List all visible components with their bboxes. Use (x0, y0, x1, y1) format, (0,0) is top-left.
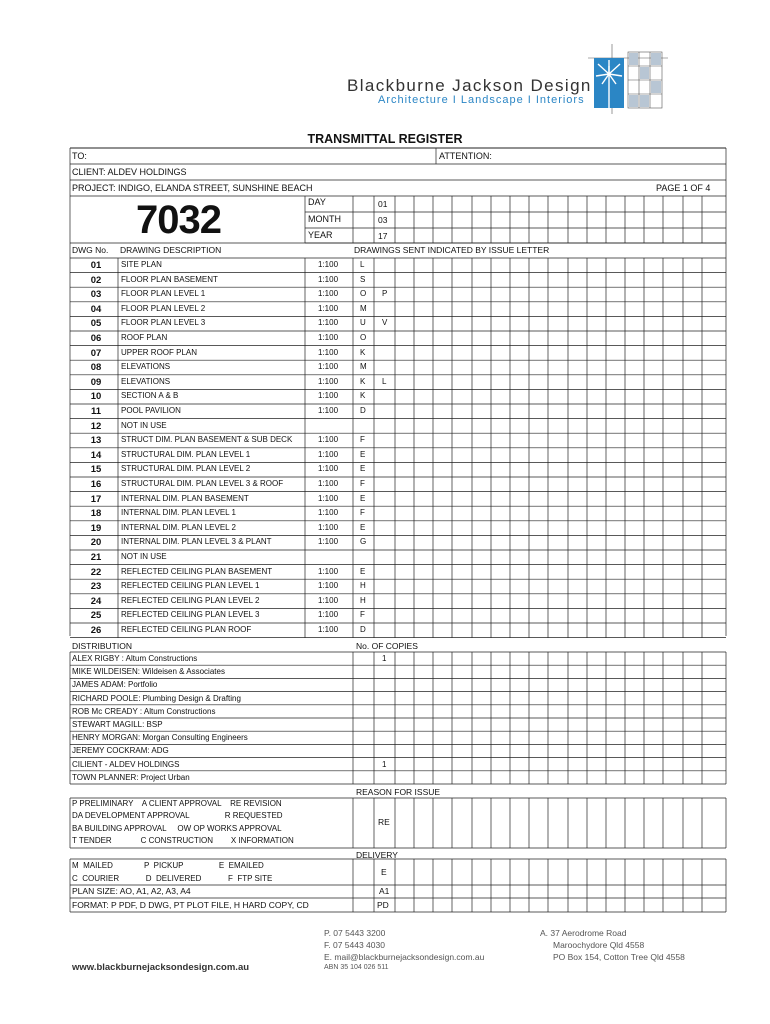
drawing-number: 21 (90, 552, 102, 563)
drawing-number: 13 (90, 435, 102, 447)
distribution-recipient: CILIENT - ALDEV HOLDINGS (72, 759, 180, 769)
delivery-value: E (381, 867, 387, 877)
drawing-description: INTERNAL DIM. PLAN LEVEL 3 & PLANT (121, 537, 272, 547)
reason-header: REASON FOR ISSUE (356, 787, 441, 797)
drawing-number: 08 (90, 362, 102, 374)
issue-letter: E (360, 493, 366, 503)
distribution-header: DISTRIBUTION (72, 641, 132, 651)
issue-letter: P (382, 289, 388, 299)
document-title: TRANSMITTAL REGISTER (307, 132, 463, 146)
job-number: 7032 (136, 198, 221, 242)
date-day-value: 01 (378, 199, 388, 209)
drawing-number: 20 (90, 537, 102, 549)
drawing-description: SITE PLAN (121, 260, 162, 269)
drawing-scale: 1:100 (318, 449, 339, 459)
drawing-description: REFLECTED CEILING PLAN LEVEL 1 (121, 581, 260, 591)
drawing-number: 17 (90, 493, 102, 505)
address-line-2: Maroochydore Qld 4558 (553, 940, 645, 950)
dwg-no-header: DWG No. (72, 245, 109, 255)
drawing-scale: 1:100 (318, 318, 339, 328)
drawing-description: REFLECTED CEILING PLAN LEVEL 3 (121, 610, 260, 620)
to-label: TO: (72, 151, 87, 161)
issue-letter: O (360, 333, 367, 342)
drawing-description: INTERNAL DIM. PLAN BASEMENT (121, 493, 249, 503)
issue-letter: E (360, 522, 366, 532)
issue-letter: G (360, 537, 367, 547)
delivery-code-line: M MAILED P PICKUP E EMAILED (72, 861, 264, 870)
reason-code-line: P PRELIMINARY A CLIENT APPROVAL RE REVISION (72, 799, 282, 808)
issue-letter: O (360, 289, 367, 299)
drawing-scale: 1:100 (318, 274, 339, 284)
brand-name: Blackburne Jackson Design (347, 76, 592, 95)
project-line: PROJECT: INDIGO, ELANDA STREET, SUNSHINE BEACH (72, 183, 313, 193)
drawing-description: FLOOR PLAN BASEMENT (121, 274, 218, 284)
drawing-number: 02 (90, 274, 102, 286)
drawing-description: ELEVATIONS (121, 376, 171, 386)
drawing-scale: 1:100 (318, 464, 339, 474)
reason-code-line: DA DEVELOPMENT APPROVAL R REQUESTED (72, 811, 283, 821)
drawing-number: 05 (90, 318, 102, 330)
drawing-number: 01 (90, 260, 102, 271)
drawing-scale: 1:100 (318, 435, 339, 445)
issue-letter: K (360, 376, 366, 386)
issue-letter: D (360, 625, 366, 634)
issue-header: DRAWINGS SENT INDICATED BY ISSUE LETTER (354, 245, 550, 255)
issue-letter: E (360, 566, 366, 576)
brand-tagline: Architecture I Landscape I Interiors (378, 94, 585, 106)
drawing-description: SECTION A & B (121, 391, 179, 401)
distribution-recipient: JEREMY COCKRAM: ADG (72, 746, 169, 756)
client-line: CLIENT: ALDEV HOLDINGS (72, 167, 187, 177)
drawing-description: STRUCTURAL DIM. PLAN LEVEL 3 & ROOF (121, 479, 284, 488)
drawing-scale: 1:100 (318, 493, 339, 503)
distribution-recipient: RICHARD POOLE: Plumbing Design & Drafting (72, 693, 241, 703)
drawing-number: 11 (90, 406, 102, 417)
issue-letter: F (360, 508, 365, 518)
drawing-scale: 1:100 (318, 391, 339, 401)
drawing-number: 25 (90, 610, 102, 622)
issue-letter: F (360, 610, 365, 620)
drawing-description: FLOOR PLAN LEVEL 2 (121, 303, 206, 313)
drawing-number: 22 (90, 566, 102, 578)
drawing-description: STRUCTURAL DIM. PLAN LEVEL 2 (121, 464, 251, 474)
issue-letter: U (360, 318, 366, 328)
issue-letter: K (360, 347, 366, 357)
drawing-scale: 1:100 (318, 333, 339, 342)
plan-size-line: PLAN SIZE: AO, A1, A2, A3, A4 (72, 886, 191, 896)
address-line-3: PO Box 154, Cotton Tree Qld 4558 (553, 952, 685, 962)
drawing-description: ROOF PLAN (121, 333, 168, 342)
abn: ABN 35 104 026 511 (324, 964, 389, 971)
drawing-description: REFLECTED CEILING PLAN LEVEL 2 (121, 595, 260, 605)
website-link[interactable]: www.blackburnejacksondesign.com.au (72, 962, 250, 973)
drawing-description: FLOOR PLAN LEVEL 3 (121, 318, 206, 328)
drawing-scale: 1:100 (318, 522, 339, 532)
drawing-description: INTERNAL DIM. PLAN LEVEL 2 (121, 522, 236, 532)
drawing-description: FLOOR PLAN LEVEL 1 (121, 289, 206, 299)
issue-letter: V (382, 318, 388, 328)
drawing-scale: 1:100 (318, 581, 339, 591)
reason-code-line: BA BUILDING APPROVAL OW OP WORKS APPROVAL (72, 823, 282, 833)
fax: F. 07 5443 4030 (324, 940, 385, 950)
drawing-scale: 1:100 (318, 508, 339, 518)
drawing-number: 09 (90, 376, 102, 388)
drawing-description: STRUCT DIM. PLAN BASEMENT & SUB DECK (121, 435, 293, 445)
reason-value: RE (378, 817, 390, 827)
date-month-value: 03 (378, 215, 388, 225)
drawing-description: STRUCTURAL DIM. PLAN LEVEL 1 (121, 449, 251, 459)
date-day-label: DAY (308, 197, 326, 207)
distribution-recipient: STEWART MAGILL: BSP (72, 720, 163, 729)
drawing-scale: 1:100 (318, 595, 339, 605)
drawing-scale: 1:100 (318, 376, 339, 386)
drawing-scale: 1:100 (318, 303, 339, 313)
issue-letter: E (360, 449, 366, 459)
drawing-description: NOT IN USE (121, 420, 167, 430)
date-month-label: MONTH (308, 214, 341, 224)
issue-letter: E (360, 464, 366, 474)
issue-letter: M (360, 362, 367, 372)
distribution-copies: 1 (382, 759, 387, 769)
distribution-recipient: ALEX RIGBY : Altum Constructions (72, 654, 198, 663)
plan-size-value: A1 (379, 886, 390, 896)
copies-header: No. OF COPIES (356, 641, 418, 651)
drawing-number: 14 (90, 449, 102, 461)
distribution-copies: 1 (382, 654, 387, 663)
issue-letter: F (360, 479, 365, 488)
description-header: DRAWING DESCRIPTION (120, 245, 222, 255)
date-year-value: 17 (378, 231, 388, 241)
drawing-number: 23 (90, 581, 102, 593)
drawing-number: 16 (90, 479, 102, 490)
distribution-recipient: TOWN PLANNER: Project Urban (72, 772, 190, 782)
drawing-number: 04 (90, 303, 102, 315)
drawing-description: INTERNAL DIM. PLAN LEVEL 1 (121, 508, 236, 518)
drawing-description: REFLECTED CEILING PLAN ROOF (121, 625, 252, 634)
attention-label: ATTENTION: (439, 151, 492, 161)
distribution-recipient: JAMES ADAM: Portfolio (72, 680, 158, 690)
drawing-number: 15 (90, 464, 102, 476)
drawing-scale: 1:100 (318, 260, 339, 269)
issue-letter: F (360, 435, 365, 445)
distribution-recipient: MIKE WILDEISEN: Wildeisen & Associates (72, 667, 225, 677)
drawing-number: 19 (90, 522, 102, 534)
drawing-number: 24 (90, 595, 102, 607)
drawing-number: 12 (90, 420, 102, 432)
issue-letter: S (360, 274, 366, 284)
email-link[interactable]: E. mail@blackburnejacksondesign.com.au (324, 952, 485, 962)
issue-letter: H (360, 581, 366, 591)
drawing-scale: 1:100 (318, 406, 339, 415)
distribution-recipient: ROB Mc CREADY : Altum Constructions (72, 706, 216, 716)
drawing-number: 18 (90, 508, 102, 520)
drawing-scale: 1:100 (318, 479, 339, 488)
drawing-description: NOT IN USE (121, 552, 167, 561)
issue-letter: M (360, 303, 367, 313)
drawing-number: 03 (90, 289, 102, 301)
drawing-scale: 1:100 (318, 566, 339, 576)
distribution-recipient: HENRY MORGAN: Morgan Consulting Engineers (72, 733, 248, 743)
phone: P. 07 5443 3200 (324, 928, 386, 938)
drawing-description: REFLECTED CEILING PLAN BASEMENT (121, 566, 273, 576)
drawing-number: 26 (90, 625, 102, 636)
delivery-code-line: C COURIER D DELIVERED F FTP SITE (72, 874, 273, 883)
format-line: FORMAT: P PDF, D DWG, PT PLOT FILE, H HARD COPY, CD (72, 900, 309, 910)
drawing-description: UPPER ROOF PLAN (121, 347, 198, 357)
drawing-description: ELEVATIONS (121, 362, 171, 372)
drawing-scale: 1:100 (318, 610, 339, 620)
issue-letter: L (382, 376, 387, 386)
drawing-scale: 1:100 (318, 289, 339, 299)
drawing-scale: 1:100 (318, 625, 339, 634)
drawing-number: 07 (90, 347, 102, 359)
issue-letter: K (360, 391, 366, 401)
format-value: PD (377, 900, 389, 910)
date-year-label: YEAR (308, 230, 333, 240)
address-line-1: A. 37 Aerodrome Road (540, 928, 627, 938)
page-indicator: PAGE 1 OF 4 (656, 183, 711, 193)
delivery-header: DELIVERY (356, 850, 398, 860)
reason-code-line: T TENDER C CONSTRUCTION X INFORMATION (72, 835, 294, 845)
issue-letter: L (360, 260, 365, 269)
drawing-number: 06 (90, 333, 102, 344)
drawing-scale: 1:100 (318, 537, 339, 547)
issue-letter: H (360, 595, 366, 605)
drawing-scale: 1:100 (318, 347, 339, 357)
drawing-scale: 1:100 (318, 362, 339, 372)
issue-letter: D (360, 406, 366, 415)
drawing-number: 10 (90, 391, 102, 403)
drawing-description: POOL PAVILION (121, 406, 181, 415)
